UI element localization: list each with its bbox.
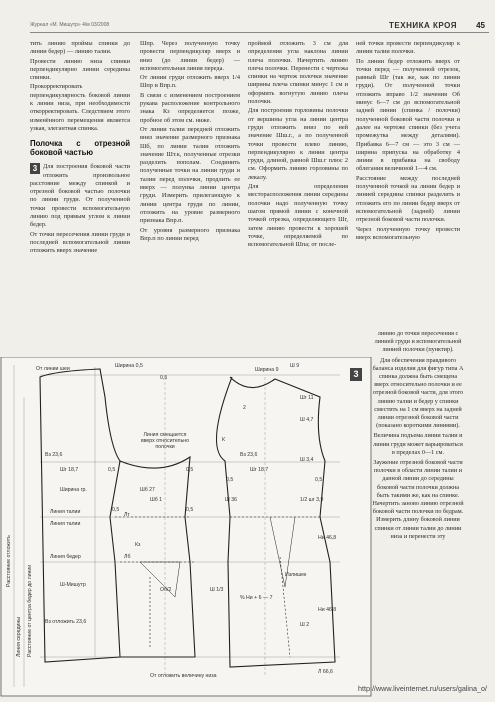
paragraph: Расстояние между последней полученной точкой на линии бедер и линией середины спинки разделить и отложить его по линии бедер вверх от вспомогательной (задней) линии отрезной боковой части полочки. — [356, 174, 460, 224]
label-chest: Ширина гр. — [60, 487, 87, 493]
section-title: Полочка с отрезной боковой частью — [30, 139, 130, 158]
label-measure: Шг 18,7 — [250, 467, 269, 473]
side-text-column — [372, 330, 464, 543]
header-section-title: ТЕХНИКА КРОЯ — [389, 21, 457, 30]
label-vertical: Расстояние отложить — [6, 535, 12, 587]
label-measure: Вз отложить 23,6 — [45, 619, 87, 625]
paragraph: ней точки провести перпендикуляр к линии талии полочки. — [356, 40, 460, 56]
pattern-drawing — [0, 357, 372, 697]
label-measure: 0,5 — [108, 467, 116, 473]
page-number: 45 — [476, 21, 485, 30]
paragraph: тить линию проймы спинки до линии бедер) — линию талии. — [30, 40, 130, 56]
label-measure: 0,5 — [186, 467, 194, 473]
text-column-4 — [356, 40, 460, 243]
label-hip-line: Линия бедер — [50, 554, 81, 560]
label-k: К — [222, 437, 226, 443]
watermark-url: http://www.liveinternet.ru/users/galina_o/ — [357, 684, 487, 693]
label-measure: Ни 46,8 — [318, 607, 337, 613]
label-measure: 0,5 — [112, 507, 120, 513]
label-waist: Линия талии — [50, 521, 81, 527]
label-measure: Ш 1/3 — [210, 587, 224, 593]
paragraph: Провести линию низа спинки перпендикулярно линии середины спинки. — [30, 57, 130, 82]
paragraph: Для построения боковой части отложить произвольное расстояние между спинкой и отрезной боковой частью полочки по линии груди. От полученной точки провести вспомогательную линию под прямым углом к линии бедер. — [30, 163, 130, 229]
label-kz: Кз — [135, 542, 141, 548]
label-measure: Шг 11 — [300, 395, 314, 401]
paragraph: От точки пересечения линии груди и последней вспомогательной линии отложить вверх значение — [30, 230, 130, 255]
paragraph: Через полученную точку провести вверх вспомогательную — [356, 225, 460, 241]
paragraph: По линии бедер отложить вверх от точки перед — полученной отрезок, равный Шг (так же, как по линии груди). От полученной точки отложить вправо 1/2 значения Об минус 6—7 см до вспомогательной задней линии (спинка / полочки) полученной боковой части полочки и далее на чертеже спинки (без учета промежутка между деталями). Прибавка 6—7 см — это 3 см — ширина припуска на обработку 4 линии в прибавка на свободу облегания величиной 1—4 см. — [356, 57, 460, 173]
label-measure: Об/2 — [160, 587, 172, 593]
label-waist-line: Линия талии — [50, 509, 81, 515]
header-divider — [30, 32, 489, 33]
label-measure: Шг 18,7 — [60, 467, 79, 473]
label-shift-note: Линия смещается вверх относительно полочки — [140, 432, 190, 450]
label-measure: Ш 4,7 — [300, 417, 314, 423]
label-excess: Излишек — [285, 572, 307, 578]
label-measure: Ш-Мишутр — [60, 582, 86, 588]
step-badge: 3 — [30, 163, 40, 174]
text-column-1 — [30, 40, 130, 257]
label-width-2: Ширина 9 — [255, 367, 279, 373]
paragraph: Для построения горловины полочки от вершины угла на линии центра груди отложить вниз по ней значение Шш.г., а по полученной точки провести влево линию, перпендикулярно к линии центра груди, длиной, равной Шш.г плюс 2 см. Оформить линию горловины по лекалу. — [248, 107, 348, 181]
label-measure: Ш 3,4 — [300, 457, 314, 463]
paragraph: От линии талии передней отложить вниз значение размерного признака Шб, по линии талии отложить значение Шт.к, полученные отрезки разделить пополам. Соединить полученные точки на линии груди и талии перед полочки, продлить ее вверх — полунка линии центра груди. Измерить прилегающую к линии центра груди по линии, отложить на уровне размерного признака Впр.п. — [140, 125, 240, 225]
paragraph: Заужение отрезной боковой части полочки в области линии талии и данной линии до середины боковой части полочки должна быть такими же, как на спинке. Начертить заново линию отрезной боковой части полочки по бедрам. Измерить длину боковой линии спинки от линии талии до линии низа и перенести эту — [372, 459, 464, 540]
label-measure: Шб 1 — [150, 497, 163, 503]
label-measure: Ш 2 — [300, 622, 310, 628]
label-measure: % Ни + 6 — 7 — [240, 595, 273, 601]
label-top: Ш 9 — [290, 363, 300, 369]
label-measure: 0,5 — [315, 477, 323, 483]
label-measure: Вз 23,6 — [240, 452, 258, 458]
label-measure: 0,5 — [186, 507, 194, 513]
paragraph: Величина подъема линии талии и линии груди может варьироваться в пределах 0—1 см. — [373, 432, 463, 456]
label-lb: Лб — [124, 554, 131, 560]
paragraph: В связи с изменением построением рукава расположение контрольного знака Кз определяется позже, пробное об этом см. ниже. — [140, 91, 240, 124]
label-measure: Ш 36 — [225, 497, 237, 503]
paragraph: линию до точки пересечения с линией груди и вспомогательной линией полочки (пунктир). — [374, 330, 462, 354]
label-measure: Л 66,6 — [318, 669, 333, 675]
paragraph: Прокорректировать перпендикулярность боковой линии к линии низа, при необходимости откорректировать. Следствием этого изменённого перемещения является узкая, элегантная спинка. — [30, 83, 130, 132]
paragraph: От уровня размерного признака Впр.п по линии перед — [140, 226, 240, 242]
label-width: Ширина 0,5 — [115, 363, 143, 369]
label-neck: От линии шеи — [36, 366, 70, 372]
label-bottom: От отложить величину низа — [150, 673, 217, 679]
label-vertical: Линия середины — [16, 617, 22, 657]
label-vertical: Расстояние от центра бедер до линии — [27, 564, 33, 657]
header-source: Журнал «М. Мишутр» 4/м 03/2008 — [30, 22, 110, 28]
paragraph: Для определения месторасположения линии середины полочки надо полученную точку шагом прямой линии с конечной точкой отрезка, определяющего Шг, затем линию провести к хорошей точке, определяемой по вспомогательной Шпа; от после- — [248, 183, 348, 249]
label-measure: Ни 46,8 — [318, 535, 337, 541]
paragraph: Для обеспечения правдивого баланса изделия для фигур типа А спинка должна быть смещена вверх относительно полочки и ее отрезной боковой части, для этого линию талии и бедер у спинки сместить на 1 см вверх на задней линии отрезной боковой части (показано короткими линиями). — [372, 356, 464, 430]
paragraph: От линии груди отложить вверх 1/4 Шпр и Впр.п. — [140, 74, 240, 90]
label-measure: 1/2 шг 3,9 — [300, 497, 324, 503]
pattern-diagram — [0, 357, 372, 697]
paragraph: Шпр. Через полученную точку провести перпендикуляр вверх и вниз (до линии бедер) — вспомогательная линия переда. — [140, 40, 240, 72]
label-measure: Шб 27 — [140, 487, 155, 493]
label-measure: Вз 23,6 — [45, 452, 63, 458]
label-measure: 0,5 — [160, 375, 168, 381]
figure-badge: 3 — [350, 368, 362, 381]
paragraph: проймой отложить 3 см для определения угла наклона линии плеча полочки. Начертить линию плеча полочки. Перенести с чертежа спинки на чертеж полочки значение ширины плеча спинки минус 1 см и оформить вогнутую линию плеча полочки. — [248, 40, 348, 106]
text-column-2 — [140, 40, 240, 244]
label-lt: Лт — [124, 512, 130, 518]
label-measure: 0,5 — [226, 477, 234, 483]
text-column-3 — [248, 40, 348, 250]
label-measure: 2 — [243, 405, 246, 411]
